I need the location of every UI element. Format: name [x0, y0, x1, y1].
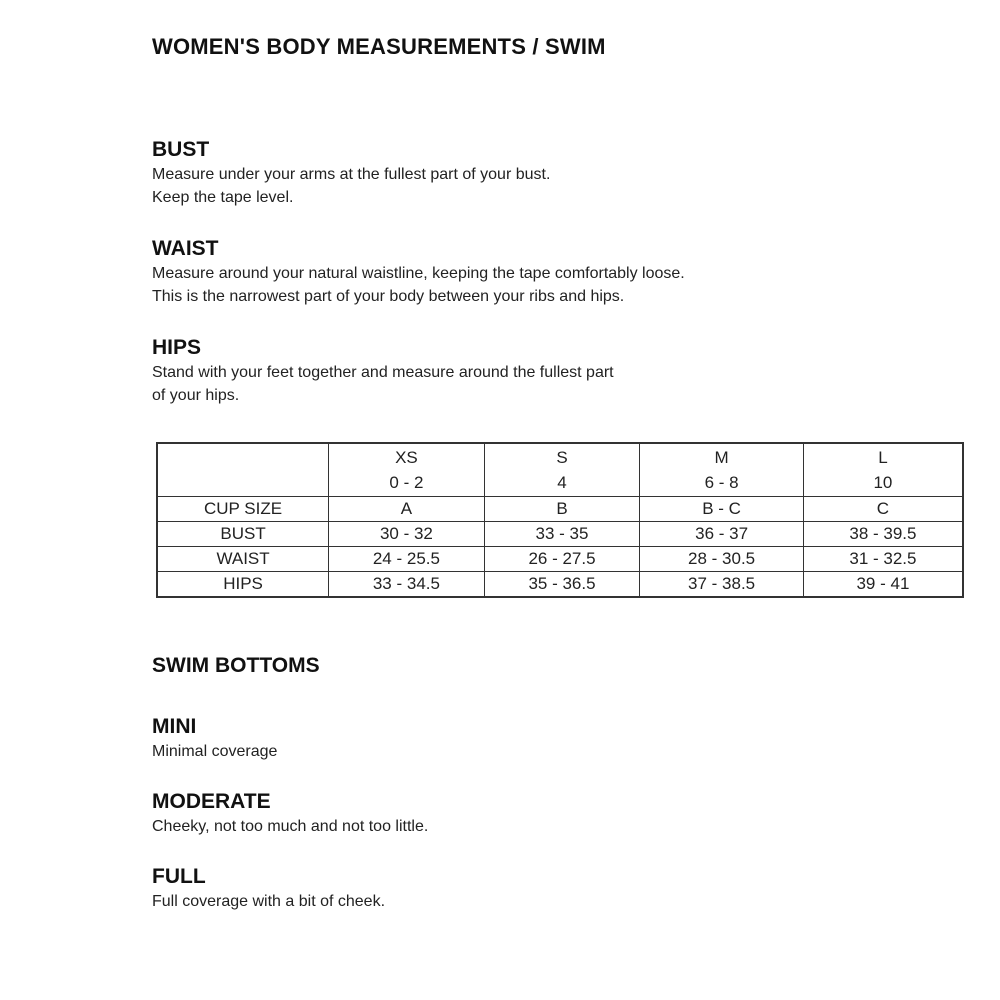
full-heading: FULL — [152, 865, 206, 888]
table-row-hips — [157, 572, 963, 598]
table-row-waist — [157, 547, 963, 572]
size-chart-table — [156, 442, 964, 598]
column-header-l — [803, 443, 963, 497]
hips-desc-line-1: Stand with your feet together and measure around the fullest part — [152, 364, 614, 381]
table-cell: 36 - 37 — [640, 522, 804, 547]
hips-heading: HIPS — [152, 336, 202, 359]
size-label: S — [556, 448, 568, 467]
moderate-desc: Cheeky, not too much and not too little. — [152, 818, 429, 835]
table-cell: 33 - 34.5 — [329, 572, 485, 598]
table-row-cup-size — [157, 497, 963, 522]
column-header-s — [484, 443, 640, 497]
bust-desc-line-2: Keep the tape level. — [152, 189, 294, 206]
table-cell: C — [803, 497, 963, 522]
moderate-heading: MODERATE — [152, 790, 271, 813]
table-cell: 35 - 36.5 — [484, 572, 640, 598]
row-label: BUST — [157, 522, 329, 547]
bust-heading: BUST — [152, 138, 210, 161]
table-cell: A — [329, 497, 485, 522]
waist-section — [152, 236, 685, 308]
row-label: WAIST — [157, 547, 329, 572]
table-cell: 26 - 27.5 — [484, 547, 640, 572]
size-number: 4 — [557, 473, 567, 492]
full-desc: Full coverage with a bit of cheek. — [152, 893, 386, 910]
table-cell: 39 - 41 — [803, 572, 963, 598]
size-number: 0 - 2 — [389, 473, 424, 492]
row-label: CUP SIZE — [157, 497, 329, 522]
waist-desc-line-2: This is the narrowest part of your body between your ribs and hips. — [152, 288, 625, 305]
column-header-xs — [329, 443, 485, 497]
table-cell: B - C — [640, 497, 804, 522]
mini-heading: MINI — [152, 715, 197, 738]
page-title: WOMEN'S BODY MEASUREMENTS / SWIM — [152, 34, 606, 59]
table-cell: 30 - 32 — [329, 522, 485, 547]
mini-desc: Minimal coverage — [152, 743, 278, 760]
table-cell: 31 - 32.5 — [803, 547, 963, 572]
bust-section — [152, 137, 550, 209]
full-section — [152, 864, 385, 913]
column-header-m — [640, 443, 804, 497]
mini-section — [152, 714, 277, 763]
size-number: 10 — [873, 473, 893, 492]
moderate-section — [152, 789, 428, 838]
table-cell: 38 - 39.5 — [803, 522, 963, 547]
table-cell: 28 - 30.5 — [640, 547, 804, 572]
size-number: 6 - 8 — [704, 473, 739, 492]
table-header-row — [157, 443, 963, 497]
size-label: XS — [395, 448, 418, 467]
bust-desc-line-1: Measure under your arms at the fullest part of your bust. — [152, 166, 551, 183]
size-label: L — [878, 448, 888, 467]
table-corner-cell — [157, 443, 329, 497]
waist-heading: WAIST — [152, 237, 219, 260]
size-label: M — [714, 448, 729, 467]
swim-bottoms-title: SWIM BOTTOMS — [152, 654, 320, 677]
table-cell: 33 - 35 — [484, 522, 640, 547]
table-row-bust — [157, 522, 963, 547]
row-label: HIPS — [157, 572, 329, 598]
table-cell: 24 - 25.5 — [329, 547, 485, 572]
hips-desc-line-2: of your hips. — [152, 387, 240, 404]
table-cell: 37 - 38.5 — [640, 572, 804, 598]
table-cell: B — [484, 497, 640, 522]
hips-section — [152, 335, 614, 407]
waist-desc-line-1: Measure around your natural waistline, keeping the tape comfortably loose. — [152, 265, 685, 282]
